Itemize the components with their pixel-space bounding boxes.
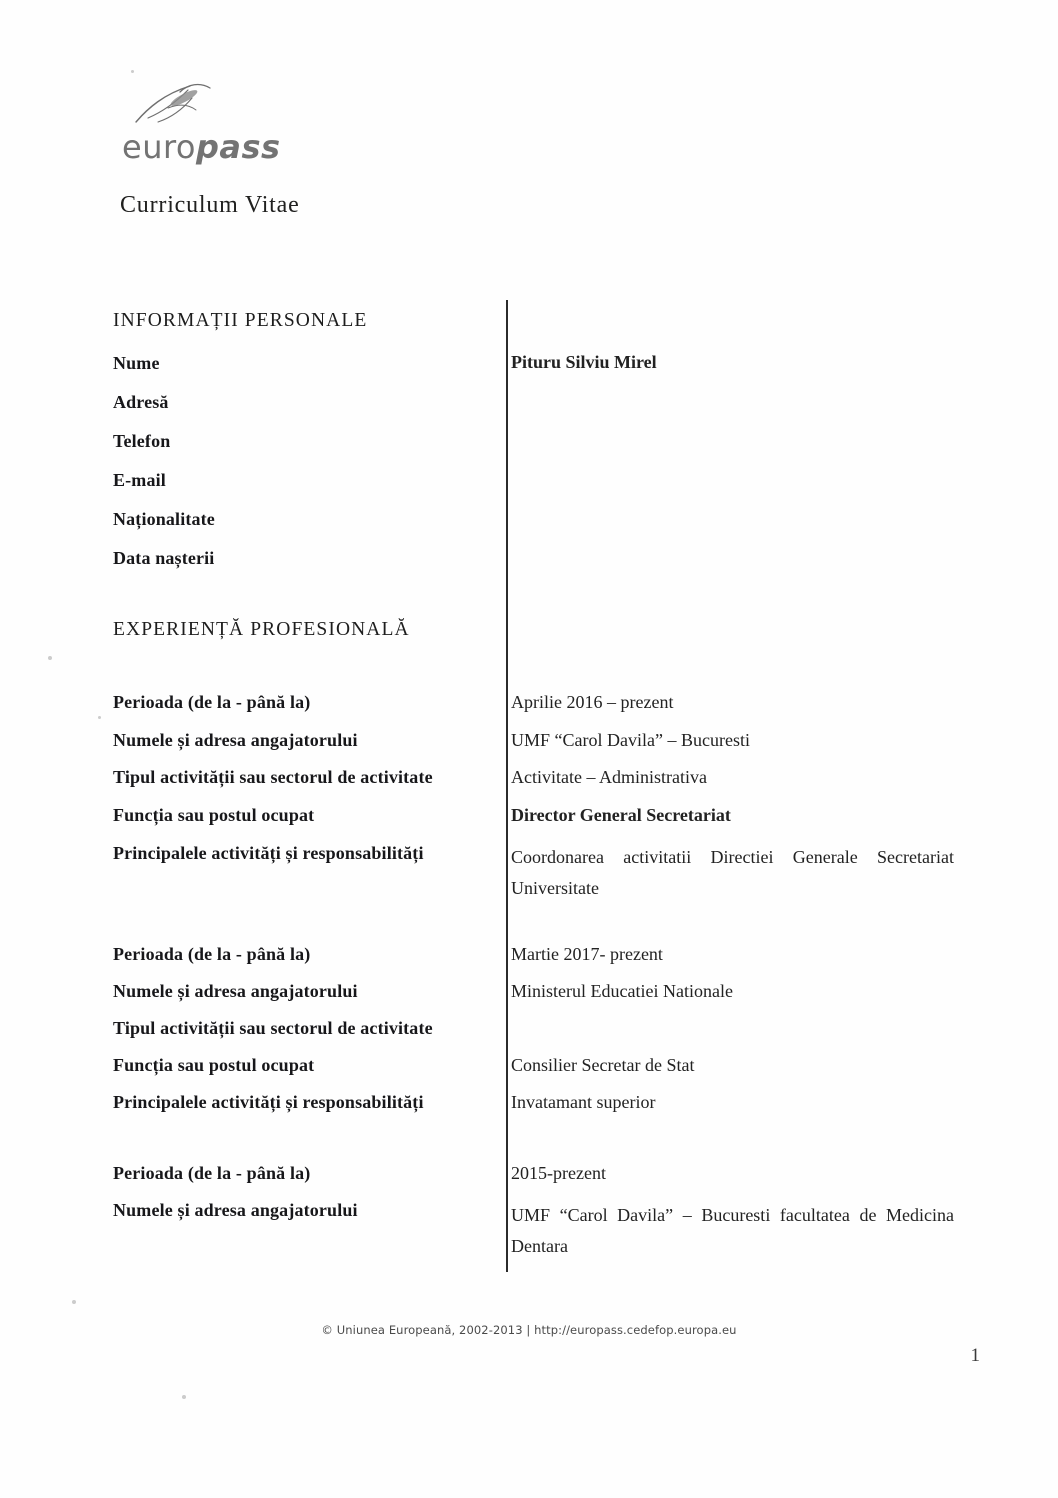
label-perioada-1: Perioada (de la - până la) bbox=[113, 692, 311, 712]
europass-logo bbox=[118, 78, 418, 166]
label-telefon: Telefon bbox=[113, 431, 171, 451]
scan-speck bbox=[131, 70, 134, 73]
label-activitati-2: Principalele activități și responsabilități bbox=[113, 1092, 424, 1112]
value-angajator-2: Ministerul Educatiei Nationale bbox=[511, 981, 733, 1001]
label-data-nasterii: Data nașterii bbox=[113, 548, 215, 568]
value-perioada-3: 2015-prezent bbox=[511, 1163, 606, 1183]
label-sector-1: Tipul activității sau sectorul de activitate bbox=[113, 767, 433, 787]
label-angajator-3: Numele și adresa angajatorului bbox=[113, 1200, 358, 1220]
label-email: E-mail bbox=[113, 470, 166, 490]
section-heading-experience: EXPERIENȚĂ PROFESIONALĂ bbox=[113, 619, 410, 640]
label-functia-2: Funcția sau postul ocupat bbox=[113, 1055, 315, 1075]
value-perioada-1: Aprilie 2016 – prezent bbox=[511, 692, 674, 712]
label-nationalitate: Naționalitate bbox=[113, 509, 215, 529]
scan-speck bbox=[72, 1300, 76, 1304]
label-perioada-3: Perioada (de la - până la) bbox=[113, 1163, 311, 1183]
value-angajator-3: UMF “Carol Davila” – Bucuresti facultatea de Medicina Dentara bbox=[511, 1205, 954, 1256]
document-footer: © Uniunea Europeană, 2002-2013 | http://europass.cedefop.europa.eu bbox=[321, 1323, 737, 1337]
scan-speck bbox=[98, 716, 101, 719]
page-number: 1 bbox=[970, 1345, 980, 1366]
europass-wordmark bbox=[122, 128, 418, 166]
label-activitati-1: Principalele activități și responsabilități bbox=[113, 843, 424, 863]
label-perioada-2: Perioada (de la - până la) bbox=[113, 944, 311, 964]
logo-word-plain: euro bbox=[122, 128, 196, 166]
label-sector-2: Tipul activității sau sectorul de activitate bbox=[113, 1018, 433, 1038]
scan-speck bbox=[182, 1395, 186, 1399]
page-title: Curriculum Vitae bbox=[120, 192, 300, 218]
value-nume: Pituru Silviu Mirel bbox=[511, 352, 657, 372]
logo-word-bold: pass bbox=[196, 128, 281, 166]
value-functia-2: Consilier Secretar de Stat bbox=[511, 1055, 695, 1075]
value-functia-1: Director General Secretariat bbox=[511, 805, 731, 825]
value-activitati-1: Coordonarea activitatii Directiei Generale Secretariat Universitate bbox=[511, 847, 954, 898]
value-perioada-2: Martie 2017- prezent bbox=[511, 944, 663, 964]
value-angajator-1: UMF “Carol Davila” – Bucuresti bbox=[511, 730, 750, 750]
value-activitati-2: Invatamant superior bbox=[511, 1092, 656, 1112]
scan-speck bbox=[48, 656, 52, 660]
label-nume: Nume bbox=[113, 353, 160, 373]
label-adresa: Adresă bbox=[113, 392, 169, 412]
section-heading-personal: INFORMAȚII PERSONALE bbox=[113, 310, 368, 331]
label-angajator-1: Numele și adresa angajatorului bbox=[113, 730, 358, 750]
label-functia-1: Funcția sau postul ocupat bbox=[113, 805, 315, 825]
column-divider bbox=[506, 300, 508, 1272]
value-sector-1: Activitate – Administrativa bbox=[511, 767, 707, 787]
label-angajator-2: Numele și adresa angajatorului bbox=[113, 981, 358, 1001]
